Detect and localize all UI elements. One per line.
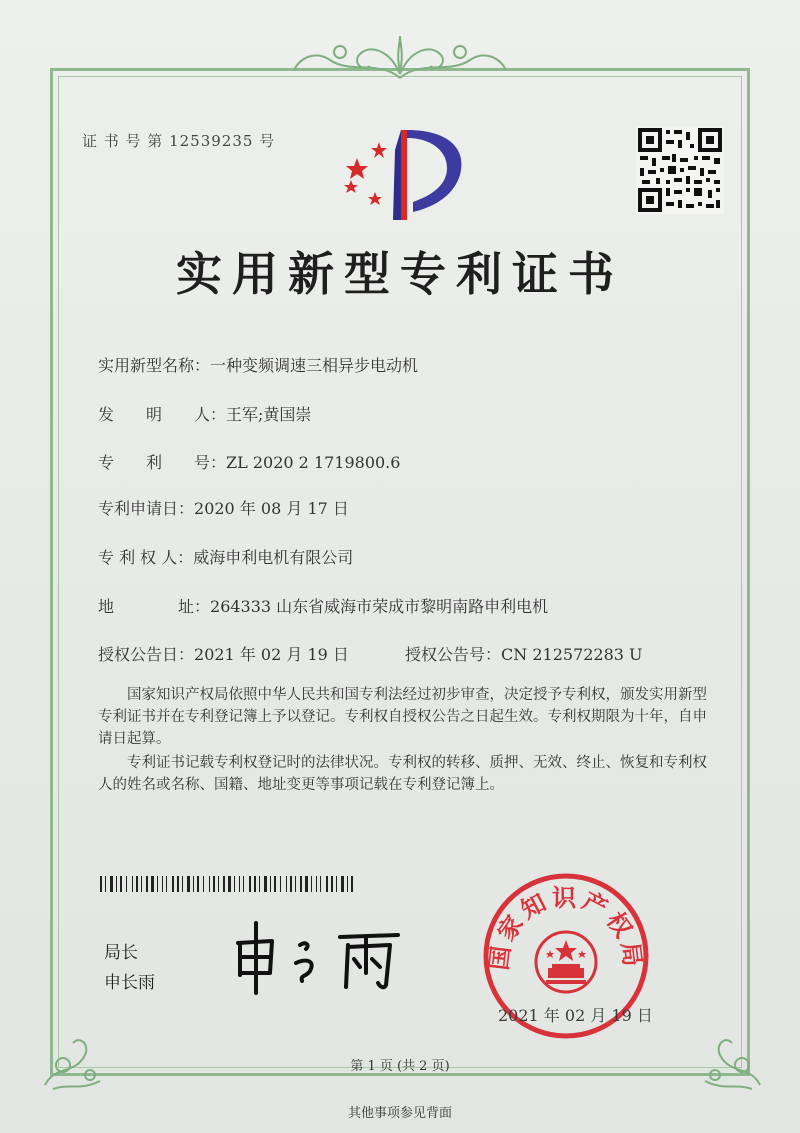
seal-text: 国家知识产权局: [483, 883, 649, 972]
field-utility-model-name: [98, 353, 418, 376]
field-application-date: [98, 496, 349, 519]
field-label: 地 址：: [98, 597, 211, 616]
body-paragraph-1: 国家知识产权局依照中华人民共和国专利法经过初步审查，决定授予专利权，颁发实用新型专利证书并在专利登记簿上予以登记。专利权自授权公告之日起生效。专利权期限为十年，自申请日起算。: [98, 687, 707, 747]
field-label: 发 明 人：: [98, 405, 227, 424]
field-label: 实用新型名称：: [98, 356, 211, 375]
certificate-number: 证 书 号 第 12539235 号: [82, 132, 276, 150]
field-value: 2020 年 08 月 17 日: [194, 499, 349, 518]
handwritten-signature: [230, 915, 405, 995]
field-patentee: [98, 545, 353, 568]
top-ornament: [290, 30, 510, 84]
field-value: CN 212572283 U: [501, 645, 643, 664]
field-value: 威海申利电机有限公司: [193, 548, 354, 567]
field-label: 专利申请日：: [98, 499, 195, 518]
field-grant-announcement-number: [405, 642, 643, 665]
field-label: 专 利 号：: [98, 453, 227, 472]
field-address: [98, 594, 548, 617]
director-title: 局长: [104, 943, 138, 963]
field-grant-announcement-date: [98, 642, 349, 665]
field-value: 一种变频调速三相异步电动机: [210, 356, 419, 375]
seal-date: 2021 年 02 月 19 日: [498, 1006, 653, 1025]
field-value: 王军;黄国崇: [226, 405, 312, 424]
field-label: 专 利 权 人：: [98, 548, 194, 567]
field-label: 授权公告日：: [98, 645, 195, 664]
field-value: 2021 年 02 月 19 日: [194, 645, 349, 664]
cnipa-logo-icon: [335, 120, 470, 230]
field-patent-number: [98, 450, 400, 473]
director-name: 申长雨: [104, 973, 155, 993]
qr-code: [636, 126, 724, 214]
footer-note: 其他事项参见背面: [347, 1106, 452, 1121]
page-number: 第 1 页 (共 2 页): [350, 1059, 450, 1074]
field-value: 264333 山东省威海市荣成市黎明南路申利电机: [210, 597, 549, 616]
field-value: ZL 2020 2 1719800.6: [226, 453, 401, 472]
barcode: [100, 876, 355, 892]
body-paragraph-2: 专利证书记载专利权登记时的法律状况。专利权的转移、质押、无效、终止、恢复和专利权人的姓名或名称、国籍、地址变更等事项记载在专利登记簿上。: [98, 755, 707, 793]
field-inventor: [98, 402, 311, 425]
field-label: 授权公告号：: [405, 645, 502, 664]
svg-text:国家知识产权局: [484, 883, 648, 972]
document-title: 实用新型专利证书: [176, 247, 624, 301]
